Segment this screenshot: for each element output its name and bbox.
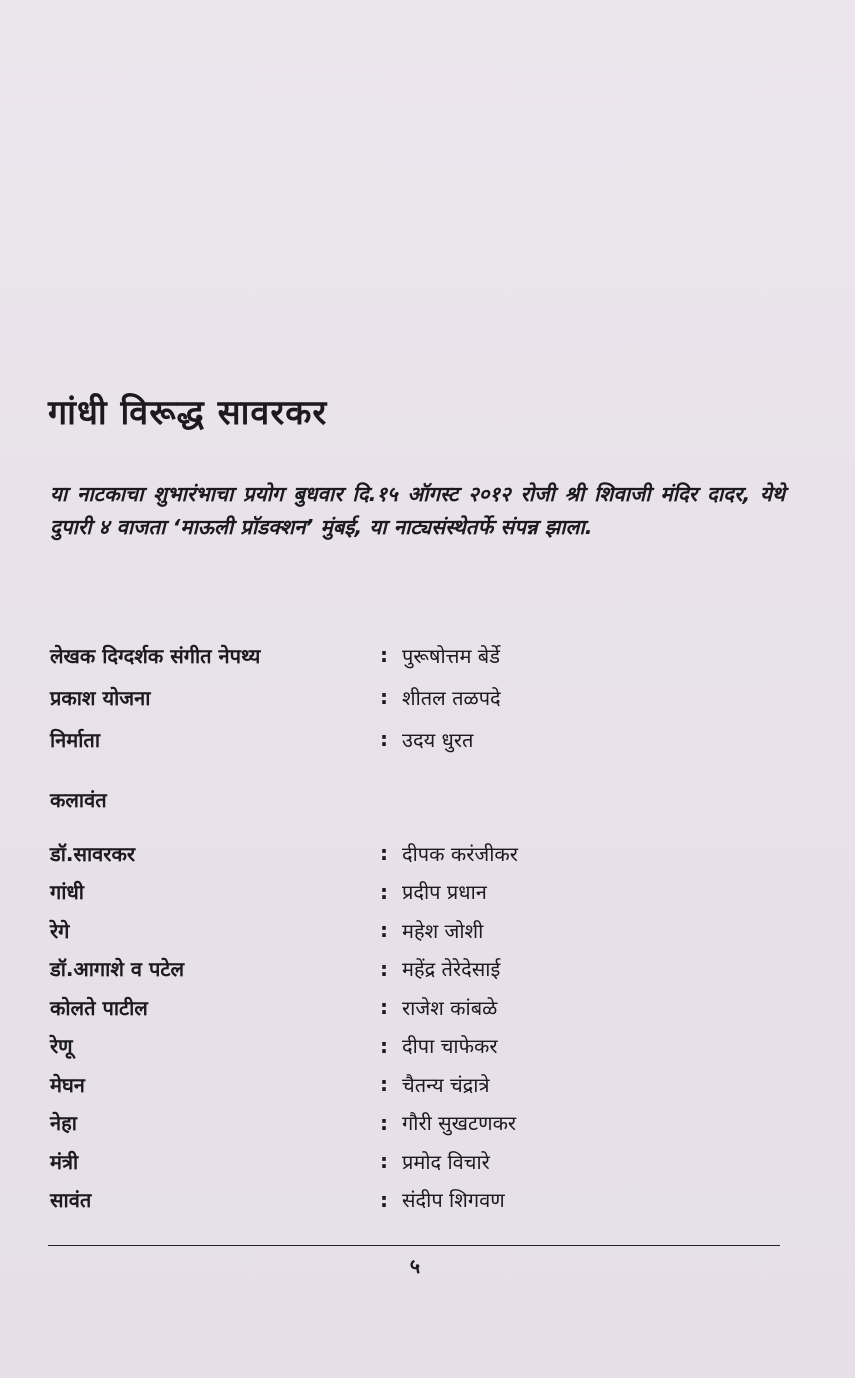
separator-colon: : xyxy=(380,643,388,667)
separator-colon: : xyxy=(380,841,388,866)
cast-row xyxy=(50,1065,770,1104)
cast-role: नेहा xyxy=(50,1111,77,1136)
separator-colon: : xyxy=(380,1072,388,1097)
cast-row xyxy=(50,1027,770,1066)
premiere-note xyxy=(50,478,785,544)
cast-heading: कलावंत xyxy=(50,788,107,812)
cast-row xyxy=(50,834,770,873)
separator-colon: : xyxy=(380,956,388,981)
credit-role: लेखक दिग्दर्शक संगीत नेपथ्य xyxy=(50,643,261,668)
credit-role: प्रकाश योजना xyxy=(50,685,151,710)
credit-row xyxy=(50,676,770,718)
cast-role: रेगे xyxy=(50,918,70,943)
cast-role: डॉ.आगाशे व पटेल xyxy=(50,957,185,982)
cast-actor: महेश जोशी xyxy=(402,918,484,943)
cast-role: डॉ.सावरकर xyxy=(50,841,136,866)
cast-role: रेणू xyxy=(50,1034,73,1059)
separator-colon: : xyxy=(380,1033,388,1058)
separator-colon: : xyxy=(380,879,388,904)
play-title: गांधी विरूद्ध सावरकर xyxy=(48,393,328,433)
cast-actor: दीपक करंजीकर xyxy=(402,841,518,866)
premiere-note-line: या नाटकाचा शुभारंभाचा प्रयोग बुधवार दि.१५ ऑगस्ट २०१२ रोजी xyxy=(50,482,555,506)
cast-role: मेघन xyxy=(50,1072,85,1097)
credit-name: उदय धुरत xyxy=(402,727,474,752)
page-number: ५ xyxy=(409,1254,421,1278)
cast-row xyxy=(50,1142,770,1181)
credit-row xyxy=(50,634,770,676)
cast-role: सावंत xyxy=(50,1188,92,1213)
credit-name: शीतल तळपदे xyxy=(402,685,501,710)
credit-role: निर्माता xyxy=(50,727,100,752)
cast-actor: दीपा चाफेकर xyxy=(402,1034,498,1059)
cast-actor: संदीप शिगवण xyxy=(402,1188,505,1213)
separator-colon: : xyxy=(380,727,388,751)
cast-actor: चैतन्य चंद्रात्रे xyxy=(402,1072,490,1097)
separator-colon: : xyxy=(380,685,388,709)
footer-rule xyxy=(48,1245,780,1246)
cast-row xyxy=(50,950,770,989)
cast-row xyxy=(50,873,770,912)
cast-role: मंत्री xyxy=(50,1149,79,1174)
cast-actor: राजेश कांबळे xyxy=(402,995,498,1020)
credit-name: पुरूषोत्तम बेर्डे xyxy=(402,643,500,668)
premiere-note-line: या नाट्यसंस्थेतर्फे संपन्न झाला. xyxy=(369,515,593,539)
credits-list xyxy=(50,634,770,760)
separator-colon: : xyxy=(380,1187,388,1212)
cast-role: गांधी xyxy=(50,880,84,905)
cast-actor: महेंद्र तेरेदेसाई xyxy=(402,957,501,982)
cast-row xyxy=(50,911,770,950)
cast-actor: प्रमोद विचारे xyxy=(402,1149,490,1174)
credit-row xyxy=(50,718,770,760)
separator-colon: : xyxy=(380,1110,388,1135)
cast-row xyxy=(50,988,770,1027)
separator-colon: : xyxy=(380,995,388,1020)
cast-row xyxy=(50,1104,770,1143)
cast-actor: गौरी सुखटणकर xyxy=(402,1111,517,1136)
cast-role: कोलते पाटील xyxy=(50,995,148,1020)
cast-actor: प्रदीप प्रधान xyxy=(402,880,487,905)
cast-row xyxy=(50,1181,770,1220)
separator-colon: : xyxy=(380,1149,388,1174)
separator-colon: : xyxy=(380,918,388,943)
cast-list xyxy=(50,834,770,1219)
premiere-note-line: श्री शिवाजी मंदिर दादर, येथे दुपारी ४ वाजता ‘माऊली प्रॉडक्शन’ मुंबई, xyxy=(50,482,785,539)
